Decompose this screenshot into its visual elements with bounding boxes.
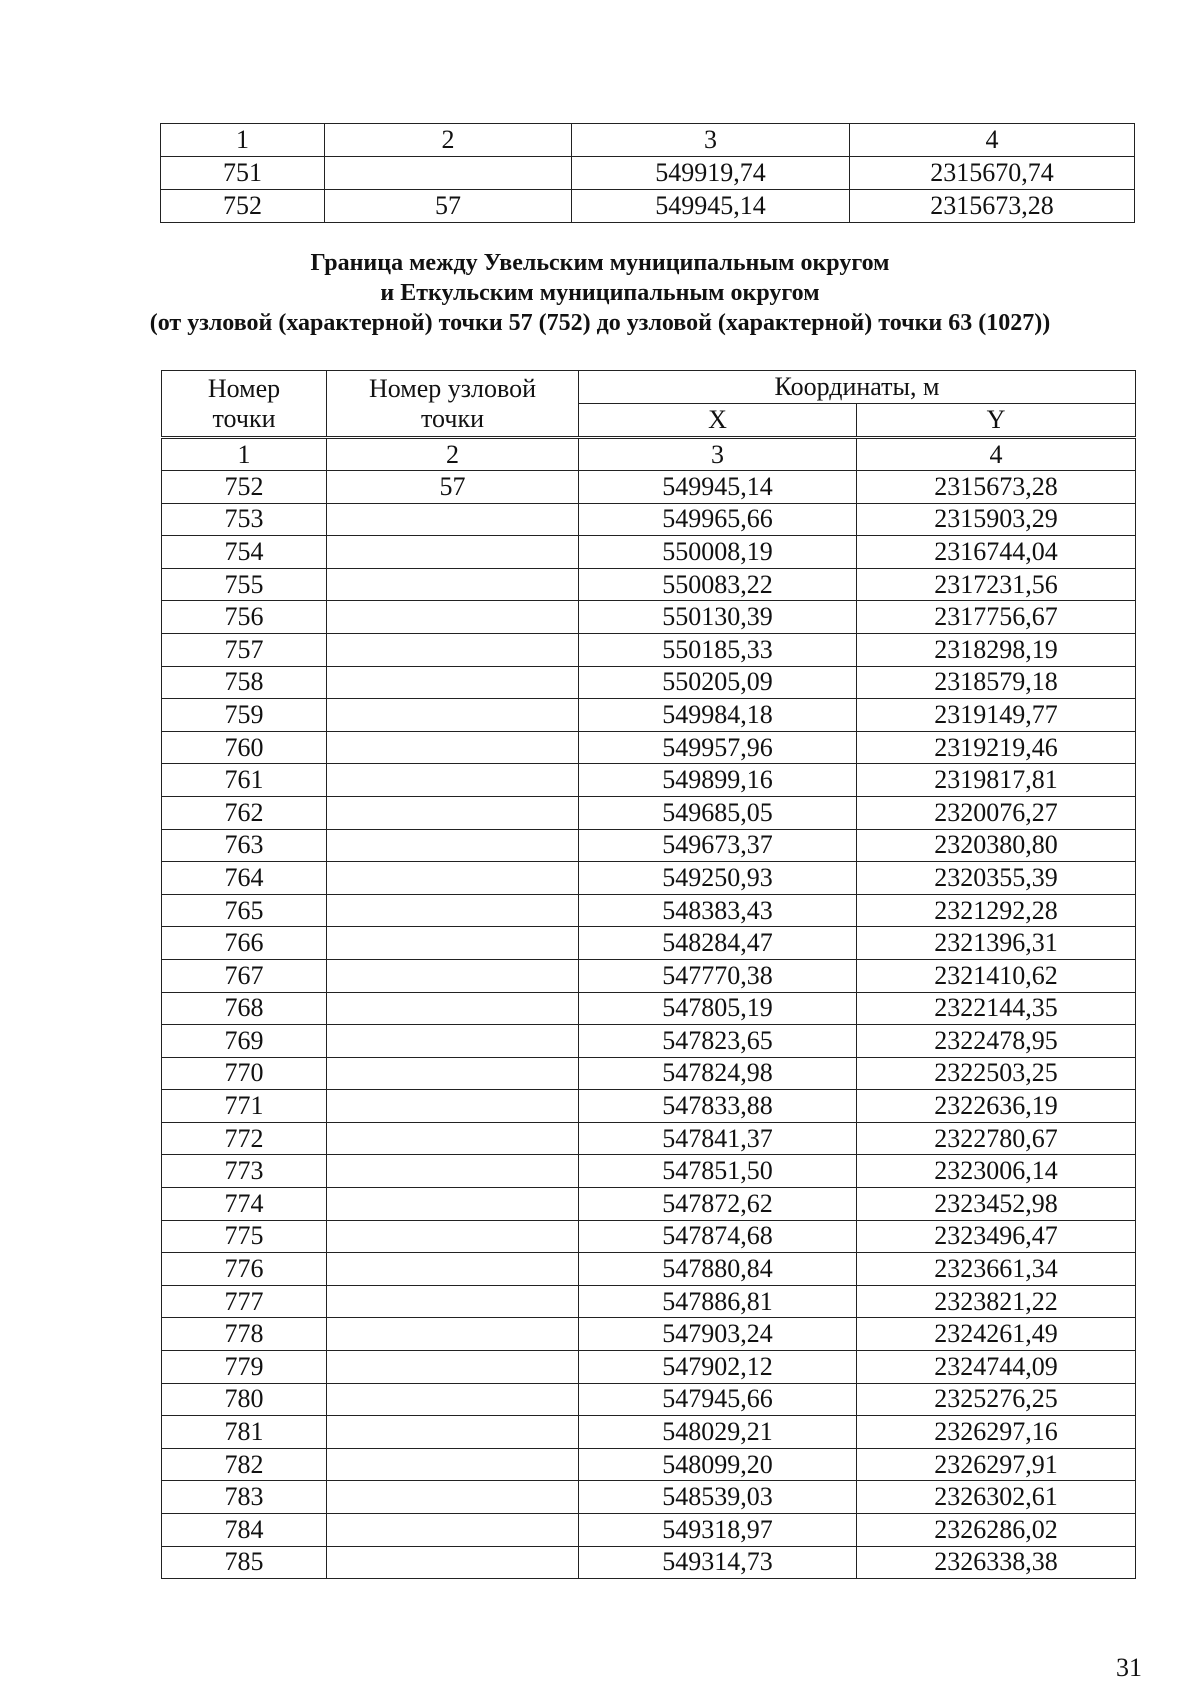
- node-number-cell: [327, 1057, 579, 1090]
- table-row: [162, 699, 1136, 732]
- table-row: [162, 1220, 1136, 1253]
- point-number-cell: 763: [162, 829, 327, 862]
- table-row: [162, 666, 1136, 699]
- continued-coordinates-table: [160, 123, 1135, 223]
- point-number-cell: 758: [162, 666, 327, 699]
- point-number-cell: 752: [162, 471, 327, 504]
- table-row: [162, 1416, 1136, 1449]
- node-number-cell: [327, 894, 579, 927]
- node-number-cell: [327, 1090, 579, 1123]
- coordinates-header: Координаты, м: [579, 371, 1136, 404]
- x-coordinate-cell: 548383,43: [579, 894, 857, 927]
- node-number-cell: [327, 1188, 579, 1221]
- x-coordinate-cell: 549984,18: [579, 699, 857, 732]
- x-coordinate-cell: 547805,19: [579, 992, 857, 1025]
- point-number-cell: 768: [162, 992, 327, 1025]
- point-number-cell: 779: [162, 1351, 327, 1384]
- section-heading-line-3: (от узловой (характерной) точки 57 (752) до узловой (характерной) точки 63 (1027)): [149, 310, 1051, 336]
- column-number: 1: [162, 438, 327, 471]
- node-number-cell: [327, 959, 579, 992]
- x-coordinate-cell: 547833,88: [579, 1090, 857, 1123]
- point-number-cell: 761: [162, 764, 327, 797]
- point-number-cell: 755: [162, 568, 327, 601]
- table-row: [162, 601, 1136, 634]
- node-number-cell: [327, 601, 579, 634]
- y-coordinate-cell: 2320076,27: [857, 796, 1136, 829]
- node-number-cell: [327, 633, 579, 666]
- point-number-cell: 752: [161, 190, 325, 223]
- table-row: [162, 536, 1136, 569]
- table-row: [162, 1351, 1136, 1384]
- y-coordinate-cell: 2322636,19: [857, 1090, 1136, 1123]
- point-number-cell: 772: [162, 1122, 327, 1155]
- node-number-cell: [327, 992, 579, 1025]
- y-coordinate-cell: 2326302,61: [857, 1481, 1136, 1514]
- point-number-cell: 778: [162, 1318, 327, 1351]
- point-number-cell: 754: [162, 536, 327, 569]
- x-coordinate-cell: 549318,97: [579, 1514, 857, 1547]
- table-row: [161, 190, 1135, 223]
- table-row: [162, 829, 1136, 862]
- table-row: [162, 1090, 1136, 1123]
- table-row: [162, 1514, 1136, 1547]
- point-number-cell: 759: [162, 699, 327, 732]
- column-number-row: [162, 438, 1136, 471]
- y-coordinate-cell: 2322503,25: [857, 1057, 1136, 1090]
- node-number-cell: [327, 1351, 579, 1384]
- table-row: [162, 862, 1136, 895]
- boundary-coordinates-table: [161, 370, 1136, 1579]
- y-coordinate-cell: 2326297,16: [857, 1416, 1136, 1449]
- node-number-cell: [327, 1383, 579, 1416]
- node-number-cell: [327, 927, 579, 960]
- x-coordinate-cell: 549965,66: [579, 503, 857, 536]
- boundary-table-body: [162, 371, 1136, 1579]
- x-coordinate-cell: 550008,19: [579, 536, 857, 569]
- x-coordinate-cell: 550185,33: [579, 633, 857, 666]
- y-coordinate-cell: 2320380,80: [857, 829, 1136, 862]
- node-number-cell: 57: [325, 190, 572, 223]
- x-coordinate-cell: 550083,22: [579, 568, 857, 601]
- point-number-cell: 781: [162, 1416, 327, 1449]
- node-number-cell: [325, 157, 572, 190]
- column-number: 2: [325, 124, 572, 157]
- point-number-cell: 775: [162, 1220, 327, 1253]
- point-number-cell: 751: [161, 157, 325, 190]
- x-coordinate-cell: 547945,66: [579, 1383, 857, 1416]
- column-number: 3: [579, 438, 857, 471]
- table-row: [162, 927, 1136, 960]
- point-number-cell: 773: [162, 1155, 327, 1188]
- y-coordinate-cell: 2321292,28: [857, 894, 1136, 927]
- x-coordinate-cell: 549314,73: [579, 1546, 857, 1579]
- column-number: 1: [161, 124, 325, 157]
- x-coordinate-cell: 549899,16: [579, 764, 857, 797]
- point-number-cell: 766: [162, 927, 327, 960]
- y-coordinate-cell: 2322478,95: [857, 1025, 1136, 1058]
- y-coordinate-cell: 2315673,28: [857, 471, 1136, 504]
- point-number-cell: 774: [162, 1188, 327, 1221]
- point-number-cell: 770: [162, 1057, 327, 1090]
- point-number-cell: 780: [162, 1383, 327, 1416]
- point-number-cell: 762: [162, 796, 327, 829]
- x-coordinate-cell: 549685,05: [579, 796, 857, 829]
- y-coordinate-cell: 2315903,29: [857, 503, 1136, 536]
- y-coordinate-cell: 2324744,09: [857, 1351, 1136, 1384]
- y-coordinate-cell: 2323452,98: [857, 1188, 1136, 1221]
- x-coordinate-cell: 549250,93: [579, 862, 857, 895]
- y-coordinate-cell: 2319149,77: [857, 699, 1136, 732]
- column-number: 3: [572, 124, 850, 157]
- node-number-cell: [327, 1546, 579, 1579]
- section-heading-line-1: Граница между Увельским муниципальным округом: [310, 250, 890, 276]
- y-coordinate-cell: 2317756,67: [857, 601, 1136, 634]
- y-coordinate-cell: 2316744,04: [857, 536, 1136, 569]
- point-number-cell: 757: [162, 633, 327, 666]
- column-number: 4: [850, 124, 1135, 157]
- point-number-cell: 753: [162, 503, 327, 536]
- node-number-cell: [327, 1122, 579, 1155]
- node-number-cell: [327, 1481, 579, 1514]
- y-coordinate-cell: 2322144,35: [857, 992, 1136, 1025]
- table-row: [162, 796, 1136, 829]
- column-number: 4: [857, 438, 1136, 471]
- x-coordinate-cell: 547851,50: [579, 1155, 857, 1188]
- y-coordinate-cell: 2323496,47: [857, 1220, 1136, 1253]
- x-coordinate-cell: 549957,96: [579, 731, 857, 764]
- table-row: [162, 1155, 1136, 1188]
- x-coordinate-cell: 548284,47: [579, 927, 857, 960]
- x-coordinate-cell: 549673,37: [579, 829, 857, 862]
- table-row: [162, 471, 1136, 504]
- y-coordinate-cell: 2326297,91: [857, 1448, 1136, 1481]
- y-coordinate-cell: 2319219,46: [857, 731, 1136, 764]
- x-coordinate-cell: 549945,14: [572, 190, 850, 223]
- table-row: [162, 1383, 1136, 1416]
- node-number-cell: [327, 1416, 579, 1449]
- node-number-cell: [327, 536, 579, 569]
- node-number-cell: [327, 699, 579, 732]
- point-number-cell: 771: [162, 1090, 327, 1123]
- table-row: [161, 157, 1135, 190]
- point-number-cell: 785: [162, 1546, 327, 1579]
- y-coordinate-cell: 2326338,38: [857, 1546, 1136, 1579]
- x-coordinate-cell: 547823,65: [579, 1025, 857, 1058]
- node-number-cell: [327, 1318, 579, 1351]
- y-coordinate-cell: 2319817,81: [857, 764, 1136, 797]
- node-number-cell: [327, 666, 579, 699]
- x-header: X: [579, 404, 857, 438]
- node-number-cell: [327, 1514, 579, 1547]
- node-number-cell: [327, 1285, 579, 1318]
- column-number: 2: [327, 438, 579, 471]
- point-number-cell: 765: [162, 894, 327, 927]
- point-number-cell: 782: [162, 1448, 327, 1481]
- section-heading-line-2: и Еткульским муниципальным округом: [380, 280, 820, 306]
- x-coordinate-cell: 548029,21: [579, 1416, 857, 1449]
- x-coordinate-cell: 548099,20: [579, 1448, 857, 1481]
- node-number-cell: [327, 1220, 579, 1253]
- point-number-cell: 769: [162, 1025, 327, 1058]
- y-coordinate-cell: 2322780,67: [857, 1122, 1136, 1155]
- point-number-cell: 760: [162, 731, 327, 764]
- y-coordinate-cell: 2323661,34: [857, 1253, 1136, 1286]
- node-number-cell: [327, 1025, 579, 1058]
- y-coordinate-cell: 2315670,74: [850, 157, 1135, 190]
- table-row: [162, 894, 1136, 927]
- y-coordinate-cell: 2325276,25: [857, 1383, 1136, 1416]
- table-row: [162, 1122, 1136, 1155]
- x-coordinate-cell: 547841,37: [579, 1122, 857, 1155]
- point-number-cell: 784: [162, 1514, 327, 1547]
- x-coordinate-cell: 548539,03: [579, 1481, 857, 1514]
- y-coordinate-cell: 2318579,18: [857, 666, 1136, 699]
- table-row: [162, 1318, 1136, 1351]
- table-row: [162, 731, 1136, 764]
- table-row: [162, 633, 1136, 666]
- table-row: [162, 568, 1136, 601]
- table-row: [162, 1025, 1136, 1058]
- table-row: [162, 1448, 1136, 1481]
- header-row-1: [162, 371, 1136, 404]
- node-number-header: Номер узловой точки: [327, 371, 579, 438]
- x-coordinate-cell: 547824,98: [579, 1057, 857, 1090]
- x-coordinate-cell: 550205,09: [579, 666, 857, 699]
- point-number-cell: 783: [162, 1481, 327, 1514]
- y-coordinate-cell: 2323006,14: [857, 1155, 1136, 1188]
- node-number-cell: [327, 764, 579, 797]
- y-coordinate-cell: 2321396,31: [857, 927, 1136, 960]
- node-number-cell: [327, 568, 579, 601]
- point-number-cell: 777: [162, 1285, 327, 1318]
- x-coordinate-cell: 547880,84: [579, 1253, 857, 1286]
- x-coordinate-cell: 550130,39: [579, 601, 857, 634]
- table-row: [162, 959, 1136, 992]
- y-coordinate-cell: 2324261,49: [857, 1318, 1136, 1351]
- point-number-cell: 767: [162, 959, 327, 992]
- y-coordinate-cell: 2318298,19: [857, 633, 1136, 666]
- table-row: [162, 764, 1136, 797]
- table-row: [162, 1546, 1136, 1579]
- y-coordinate-cell: 2320355,39: [857, 862, 1136, 895]
- node-number-cell: [327, 503, 579, 536]
- table-row: [162, 503, 1136, 536]
- point-number-cell: 764: [162, 862, 327, 895]
- point-number-cell: 776: [162, 1253, 327, 1286]
- x-coordinate-cell: 549919,74: [572, 157, 850, 190]
- node-number-cell: [327, 1253, 579, 1286]
- node-number-cell: [327, 1155, 579, 1188]
- node-number-cell: [327, 862, 579, 895]
- node-number-cell: [327, 829, 579, 862]
- y-coordinate-cell: 2326286,02: [857, 1514, 1136, 1547]
- x-coordinate-cell: 547874,68: [579, 1220, 857, 1253]
- y-coordinate-cell: 2323821,22: [857, 1285, 1136, 1318]
- table-row: [162, 1188, 1136, 1221]
- x-coordinate-cell: 547886,81: [579, 1285, 857, 1318]
- table-row: [162, 1285, 1136, 1318]
- x-coordinate-cell: 547872,62: [579, 1188, 857, 1221]
- column-number-row: [161, 124, 1135, 157]
- node-number-cell: [327, 796, 579, 829]
- y-coordinate-cell: 2321410,62: [857, 959, 1136, 992]
- x-coordinate-cell: 547903,24: [579, 1318, 857, 1351]
- y-coordinate-cell: 2317231,56: [857, 568, 1136, 601]
- node-number-cell: 57: [327, 471, 579, 504]
- point-number-cell: 756: [162, 601, 327, 634]
- node-number-cell: [327, 731, 579, 764]
- x-coordinate-cell: 547770,38: [579, 959, 857, 992]
- y-coordinate-cell: 2315673,28: [850, 190, 1135, 223]
- x-coordinate-cell: 549945,14: [579, 471, 857, 504]
- table-row: [162, 992, 1136, 1025]
- node-number-cell: [327, 1448, 579, 1481]
- y-header: Y: [857, 404, 1136, 438]
- page-number: 31: [1116, 1653, 1142, 1682]
- table-row: [162, 1057, 1136, 1090]
- point-number-header: Номер точки: [162, 371, 327, 438]
- x-coordinate-cell: 547902,12: [579, 1351, 857, 1384]
- continued-table-body: [161, 124, 1135, 223]
- table-row: [162, 1481, 1136, 1514]
- table-row: [162, 1253, 1136, 1286]
